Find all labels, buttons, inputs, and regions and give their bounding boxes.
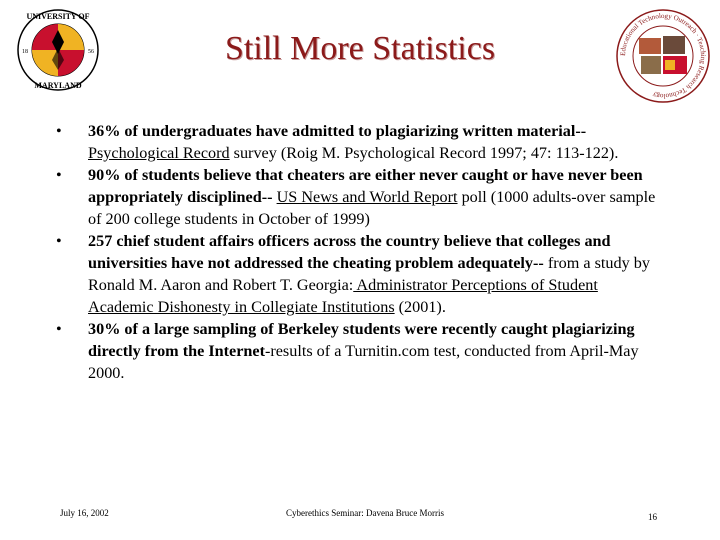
bullet-text: (2001). <box>394 298 446 316</box>
footer-presenter: Cyberethics Seminar: Davena Bruce Morris <box>286 508 444 518</box>
slide-title: Still More Statistics <box>224 30 496 67</box>
citation-source: US News and World Report <box>276 188 458 206</box>
citation-source: Psychological Record <box>88 144 230 162</box>
footer-page-number: 16 <box>648 512 657 522</box>
bullet-text: from a study by Ronald M. Aaron and Robert T. Georgia: <box>88 254 650 294</box>
statistic-text: 36% of undergraduates have admitted to plagiarizing written material-- <box>88 122 587 140</box>
statistic-text: 30% of a large sampling of Berkeley students were recently caught plagiarizing directly from the Internet <box>88 320 635 360</box>
badge-ring-text: Educational Technology Outreach · Teaching Research Technology <box>618 11 708 101</box>
bullet-marker: • <box>56 232 62 250</box>
bullet-marker: • <box>56 320 62 338</box>
bullet-item <box>56 230 666 318</box>
bullet-item <box>56 120 666 164</box>
bullet-text: survey (Roig M. Psychological Record 1997; 47: 113-122). <box>229 144 619 162</box>
bullet-marker: • <box>56 122 62 140</box>
bullet-marker: • <box>56 166 62 184</box>
seal-year-right: 56 <box>88 49 94 55</box>
statistic-text: 257 chief student affairs officers across the country believe that colleges and universities have not addressed the cheating problem adequately-- <box>88 232 611 272</box>
seal-bottom-text: MARYLAND <box>34 81 82 90</box>
footer-date: July 16, 2002 <box>60 508 109 518</box>
seal-top-text: UNIVERSITY OF <box>26 12 90 21</box>
bullet-item <box>56 318 666 384</box>
bullet-text: poll (1000 adults-over sample of 200 college students in October of 1999) <box>88 188 656 228</box>
bullet-text: -results of a Turnitin.com test, conducted from April-May 2000. <box>88 342 639 382</box>
educational-technology-badge-logo <box>615 8 711 104</box>
bullet-list <box>56 120 666 384</box>
bullet-item <box>56 164 666 230</box>
statistic-text: 90% of students believe that cheaters are either never caught or have never been appropriately disciplined-- <box>88 166 643 206</box>
citation-source: Administrator Perceptions of Student Academic Dishonesty in Collegiate Institutions <box>88 276 598 316</box>
seal-year-left: 18 <box>22 49 28 55</box>
